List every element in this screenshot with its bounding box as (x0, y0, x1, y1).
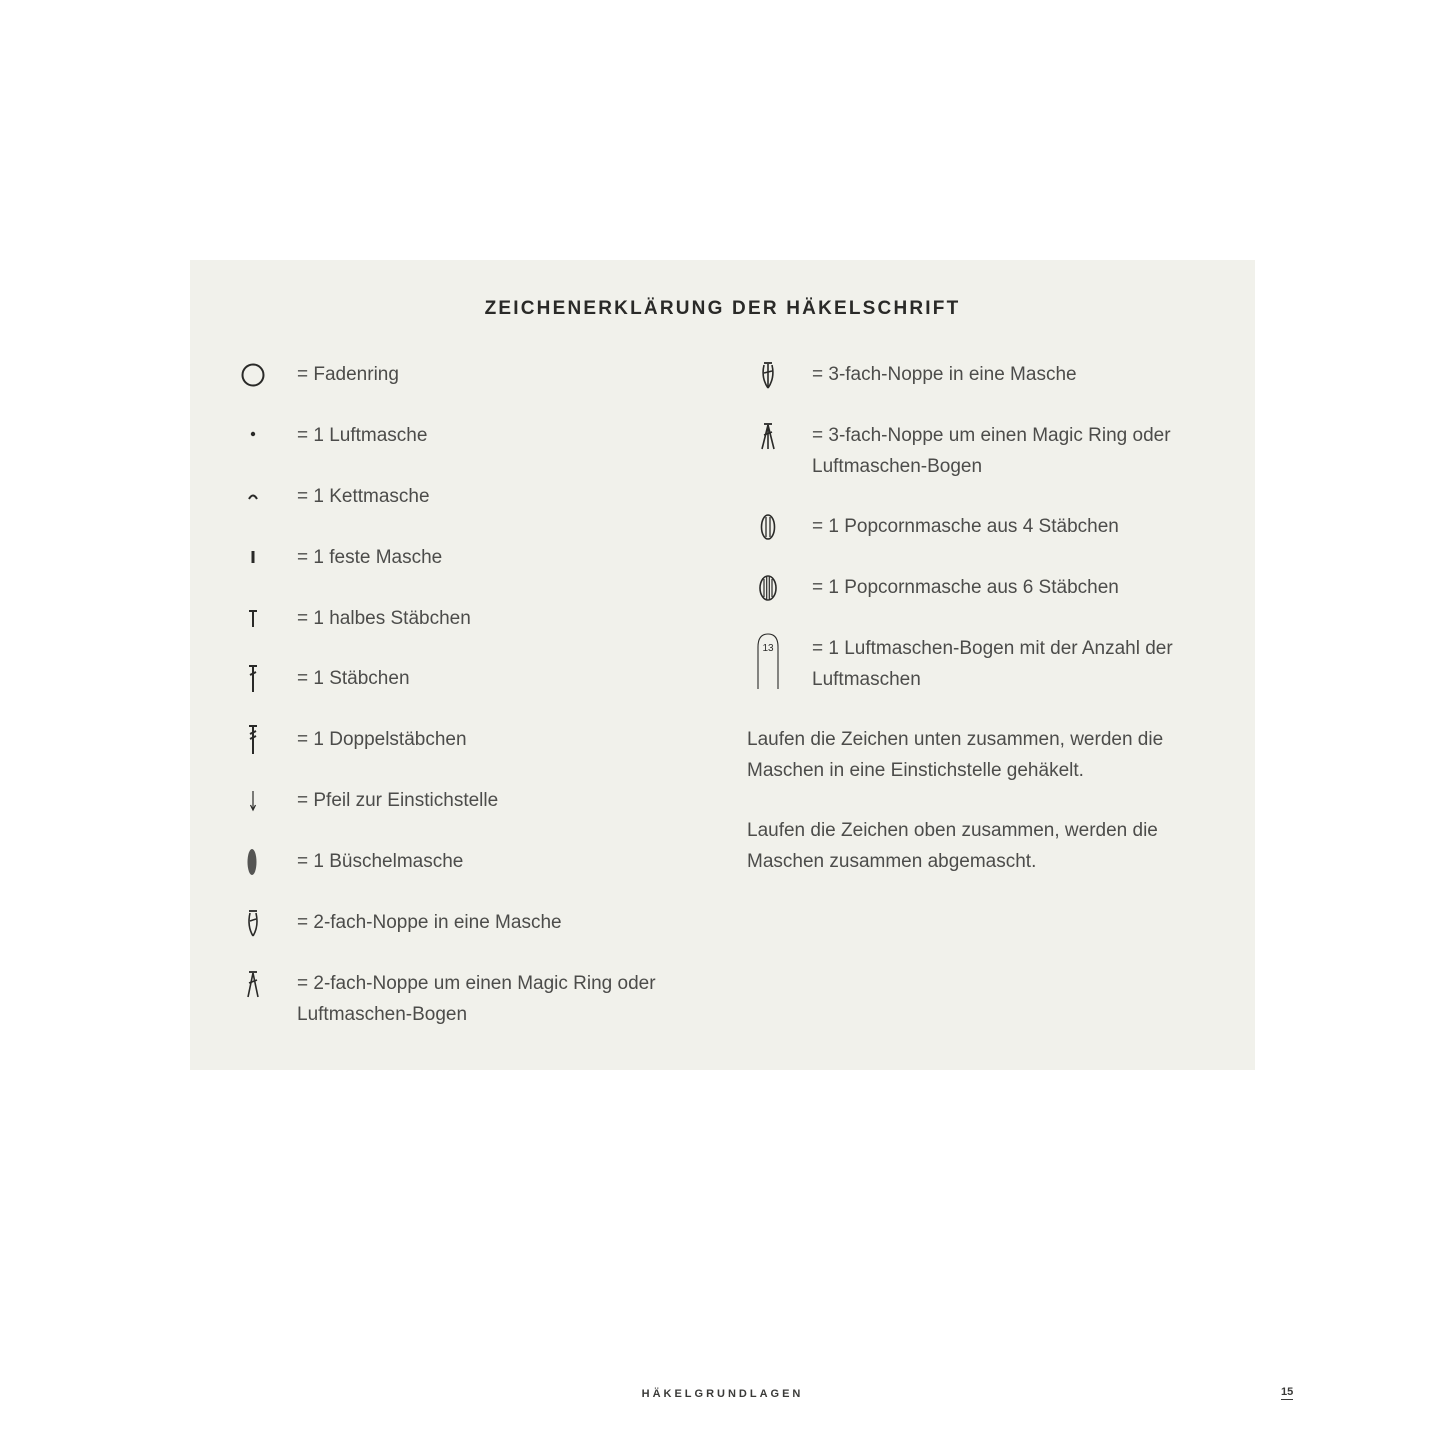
note-paragraph: Laufen die Zeichen oben zusammen, werden die Maschen zusammen abgemascht. (747, 820, 1158, 872)
legend-entry-label: = 1 feste Masche (297, 547, 443, 568)
legend-entry-label: = 2-fach-Noppe um einen Magic Ring oder Luftmaschen-Bogen (297, 973, 656, 1025)
legend-entry-3fach-noppe-ring (753, 420, 1232, 482)
legend-entry-2fach-noppe-ring (238, 968, 717, 1030)
legend-entry-label: = 1 Luftmaschen-Bogen mit der Anzahl der Luftmaschen (812, 638, 1173, 690)
three-bobble-in-stitch-icon (753, 359, 783, 390)
double-crochet-icon (238, 663, 268, 694)
legend-entry-kettmasche (238, 481, 717, 512)
legend-entry-label: = 1 halbes Stäbchen (297, 608, 471, 629)
legend-title: ZEICHENERKLÄRUNG DER HÄKELSCHRIFT (484, 298, 961, 319)
legend-entry-3fach-noppe-masche (753, 359, 1232, 390)
legend-entry-label: = 1 Doppelstäbchen (297, 729, 467, 750)
legend-entry-2fach-noppe-masche (238, 907, 717, 938)
legend-panel (190, 260, 1255, 1070)
legend-entry-feste-masche (238, 542, 717, 573)
chain-arch-count: 13 (762, 643, 774, 654)
two-bobble-around-ring-icon (238, 968, 268, 999)
legend-entry-label: = 1 Luftmasche (297, 425, 428, 446)
single-crochet-icon (238, 542, 268, 573)
legend-entry-label: = 1 Popcornmasche aus 4 Stäbchen (812, 516, 1119, 537)
legend-entry-popcorn-4 (753, 511, 1232, 542)
cluster-stitch-icon (238, 846, 268, 877)
legend-entry-doppelstaebchen (238, 724, 717, 755)
legend-entry-label: = 2-fach-Noppe in eine Masche (297, 912, 562, 933)
legend-entry-label: = 1 Popcornmasche aus 6 Stäbchen (812, 577, 1119, 598)
legend-entry-halbes-staebchen (238, 603, 717, 634)
legend-entry-fadenring (238, 359, 717, 390)
popcorn-6-icon (753, 572, 783, 603)
legend-entry-label: = Pfeil zur Einstichstelle (297, 790, 499, 811)
three-bobble-around-ring-icon (753, 420, 783, 451)
legend-entry-popcorn-6 (753, 572, 1232, 603)
treble-crochet-icon (238, 724, 268, 755)
legend-entry-label: = Fadenring (297, 364, 399, 385)
legend-entry-luftmaschen-bogen (753, 633, 1232, 695)
legend-entry-label: = 3-fach-Noppe um einen Magic Ring oder Luftmaschen-Bogen (812, 425, 1171, 477)
legend-entry-staebchen (238, 663, 717, 694)
footer-section-title: HÄKELGRUNDLAGEN (641, 1388, 804, 1400)
half-double-crochet-icon (238, 603, 268, 634)
popcorn-4-icon (753, 511, 783, 542)
legend-entry-label: = 3-fach-Noppe in eine Masche (812, 364, 1077, 385)
legend-entry-label: = 1 Kettmasche (297, 486, 430, 507)
legend-entry-bueschelmasche (238, 846, 717, 877)
arrow-down-icon (238, 785, 268, 816)
chain-stitch-icon (238, 420, 268, 451)
slip-stitch-icon (238, 481, 268, 512)
magic-ring-icon (238, 359, 268, 390)
two-bobble-in-stitch-icon (238, 907, 268, 938)
legend-entry-label: = 1 Stäbchen (297, 668, 410, 689)
legend-entry-label: = 1 Büschelmasche (297, 851, 464, 872)
chain-arch-icon (753, 633, 783, 695)
page-number: 15 (1281, 1386, 1294, 1398)
legend-entry-pfeil (238, 785, 717, 816)
legend-entry-luftmasche (238, 420, 717, 451)
note-paragraph: Laufen die Zeichen unten zusammen, werden die Maschen in eine Einstichstelle gehäkelt. (747, 729, 1164, 781)
